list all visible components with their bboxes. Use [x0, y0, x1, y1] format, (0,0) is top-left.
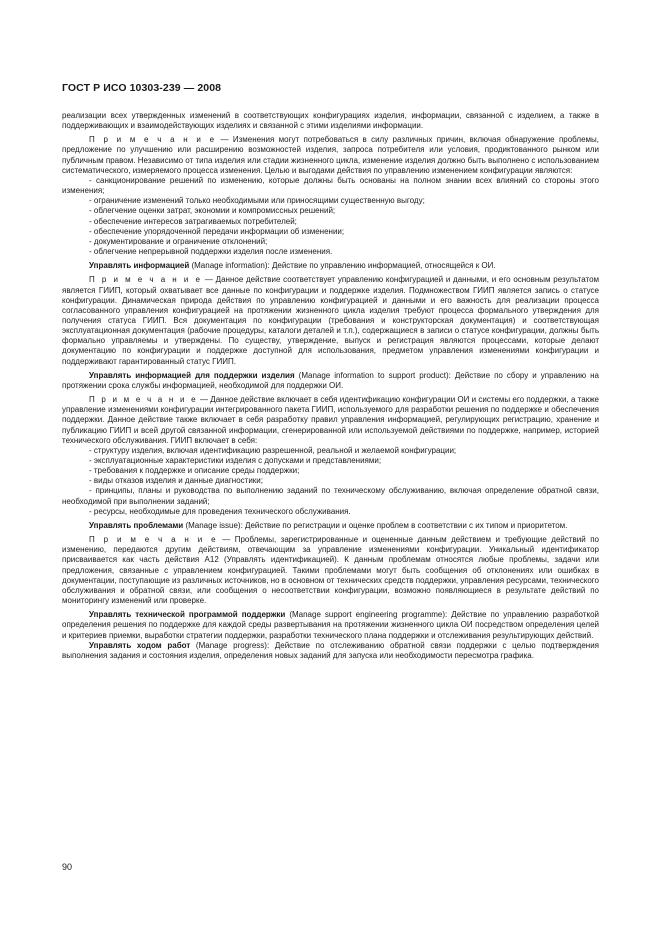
list-item: - ограничение изменений только необходимыми или приносящими существенную выгоду;	[89, 196, 425, 206]
list-item: - документирование и ограничение отклонений;	[89, 236, 268, 246]
term-name: Управлять технической программой поддержки	[89, 610, 286, 620]
list-item: - ресурсы, необходимые для проведения технического обслуживания.	[89, 506, 351, 516]
note-text: — Данное действие включает в себя идентификацию конфигурации ОИ и системы его поддержки, а также управление изменениями конфигурации интегрированного пакета ГИИП, используемого для разработки решения по поддержке и обеспечения поддержки. Данное действие также включает в себя разработку правил управления информацией, регулирующих регистрацию, хранение и публикацию ГИИП и всей другой связанной информации, сгенерированной или используемой действиями по поддержке, например, историей технического обслуживания. ГИИП включает в себя:	[62, 395, 600, 445]
note-label: П р и м е ч а н и е	[89, 135, 217, 145]
page-number: 90	[62, 862, 73, 872]
note-paragraph	[62, 395, 599, 446]
note-label: П р и м е ч а н и е	[89, 535, 218, 545]
note-text: — Проблемы, зарегистрированные и оцененные данным действием и требующие действий по изменению, передаются другим действиям, отвечающим за управление изменениями конфигурации. Уникальный идентификатор присваивается как часть действия А12 (Управлять идентификацией). К данным проблемам относятся любые проблемы, задачи или предложения, связанные с управлением конфигурацией. Такими проблемами могут быть сообщения об отклонениях или ошибках в документации, поступающие из различных источников, но в основном от технических средств поддержки, управления ресурсами, технического обслуживания и обратной связи, или сообщения о несоответствии конфигурации, возможно появляющиеся в результате действий по мониторингу изменений или проверке.	[62, 535, 599, 606]
term-definition	[62, 521, 599, 531]
note-text: — Данное действие соответствует управлению конфигурацией и данными, и его основным результатом является ГИИП, который охватывает все данные по конфигурации и поддержке изделия. Подмножеством ГИИП является запись о статусе конфигурации. Динамическая природа действия по управлению конфигурацией и данными и его важность для реализации процесса согласованного управления конфигурацией на протяжении жизненного цикла изделия требуют процесса формального утверждения для получения статуса ГИИП. Вся документация по конфигурации (требования и конструкторская документация) и соответствующая эксплуатационная документация (рабочие процедуры, каталоги деталей и т.п.), содержащиеся в записи о статусе конфигурации, должны быть формально управляемы и утверждены. По существу, утверждение, выпуск и регистрация являются процессами, которые делают документацию по конфигурации и поддержке доступной для использования, предметом управления изменениями конфигурации и поддерживают гарантированный статус ГИИП.	[62, 275, 600, 366]
term-definition	[62, 610, 599, 640]
term-text: (Manage support engineering programme): Действие по управлению разработкой определения решения по поддержке для каждой среды развертывания на протяжении жизненного цикла ОИ посредством определения целей и критериев приемки, выработки стратегии поддержки, разработки технического плана поддержки и отслеживания результирующих действий.	[62, 610, 599, 640]
term-name: Управлять информацией для поддержки изделия	[89, 370, 295, 380]
note-paragraph	[62, 135, 599, 176]
list-item: - обеспечение интересов затрагиваемых потребителей;	[89, 216, 297, 226]
note-paragraph	[62, 275, 599, 366]
list-item: - санкционирование решений по изменению, которые должны быть основаны на полном знании всех влияний со стороны этого изменения;	[62, 175, 599, 196]
term-text: (Manage issue): Действие по регистрации и оценке проблем в соответствии с их типом и приоритетом.	[183, 520, 568, 530]
note-paragraph	[62, 535, 599, 606]
document-body	[62, 111, 599, 661]
list-item: - обеспечение упорядоченной передачи информации об изменении;	[89, 226, 345, 236]
term-text: (Manage information to support product): Действие по сбору и управлению на протяжении срока службы информацией, необходимой для поддержки ОИ.	[62, 370, 599, 390]
term-name: Управлять ходом работ	[89, 640, 191, 650]
term-definition	[62, 261, 599, 271]
list-item: - требования к поддержке и описание среды поддержки;	[89, 466, 300, 476]
term-definition	[62, 371, 599, 391]
term-name: Управлять информацией	[89, 261, 190, 271]
list-item: - эксплуатационные характеристики изделия с допусками и представлениями;	[89, 456, 382, 465]
note-label: П р и м е ч а н и е	[89, 275, 203, 285]
term-text: (Manage progress): Действие по отслеживанию обратной связи поддержки с целью подтверждения выполнения задания и состояния изделия, определения новых заданий для запуска или необходимости пересмотра графика.	[62, 640, 600, 660]
list-item: - облегчение оценки затрат, экономии и компромиссных решений;	[89, 206, 336, 216]
note-text: — Изменения могут потребоваться в силу различных причин, включая обнаружение проблемы, предложение по улучшению или расширению возможностей изделия, запроса потребителя или условия, продиктованного рынком или публичным правом. Независимо от типа изделия или стадии жизненного цикла, изменение изделия должно быть выполнено с использованием систематического, измеряемого процесса изменения. Целью и выгодами действия по управлению изменением конфигурации являются:	[62, 135, 599, 175]
term-name: Управлять проблемами	[89, 520, 184, 530]
list-item: - структуру изделия, включая идентификацию разрешенной, реальной и желаемой конфигурации;	[89, 445, 457, 455]
list-item: - облегчение непрерывной поддержки изделия после изменения.	[89, 247, 333, 257]
paragraph: реализации всех утвержденных изменений в соответствующих конфигурациях изделия, информации, связанной с изделием, а также в поддерживающих и взаимодействующих изделиях и связанной с этими изделиями информации.	[62, 111, 599, 131]
list-item: - принципы, планы и руководства по выполнению заданий по техническому обслуживанию, включая определение обратной связи, необходимой при выполнении заданий;	[62, 486, 599, 506]
term-definition	[62, 641, 599, 661]
page-header: ГОСТ Р ИСО 10303-239 — 2008	[62, 82, 222, 94]
term-text: (Manage information): Действие по управлению информацией, относящейся к ОИ.	[189, 261, 496, 271]
list-item: - виды отказов изделия и данные диагностики;	[89, 476, 263, 486]
note-label: П р и м е ч а н и е	[89, 395, 198, 405]
